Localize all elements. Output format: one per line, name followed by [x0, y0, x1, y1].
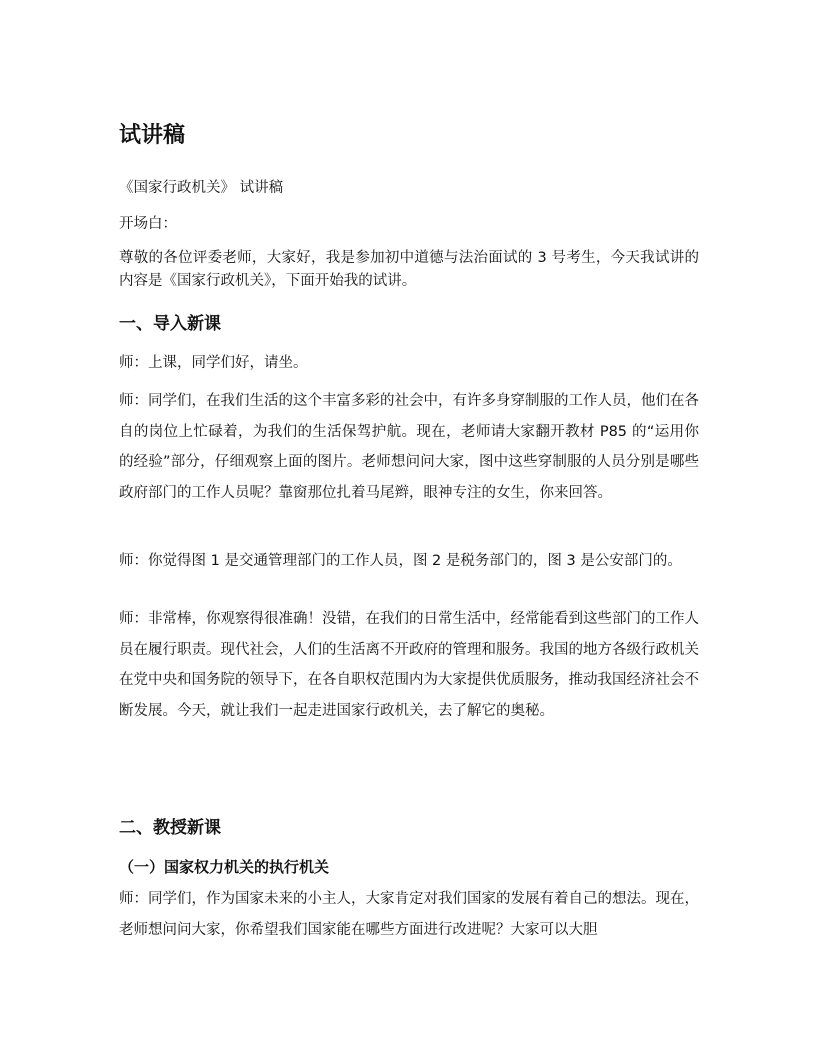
subsection-heading: （一）国家权力机关的执行机关 [119, 858, 330, 876]
dialogue-paragraph: 师：同学们，在我们生活的这个丰富多彩的社会中，有许多身穿制服的工作人员，他们在各自的岗位上忙碌着，为我们的生活保驾护航。现在，老师请大家翻开教材 P85 的“运用你的经验”部分，仔细观察上面的图片。老师想问问大家，图中这些穿制服的人员分别是哪些政府部门的工作人员呢？靠窗那位扎着马尾辫，眼神专注的女生，你来回答。 [119, 393, 699, 501]
document-subtitle: 《国家行政机关》 试讲稿 [119, 180, 284, 196]
document-title: 试讲稿 [119, 123, 186, 148]
intro-paragraph: 尊敬的各位评委老师，大家好，我是参加初中道德与法治面试的 3 号考生，今天我试讲的内容是《国家行政机关》，下面开始我的试讲。 [119, 250, 699, 289]
section-heading-teaching: 二、教授新课 [119, 818, 221, 838]
dialogue-paragraph: 师：非常棒，你观察得很准确！没错，在我们的日常生活中，经常能看到这些部门的工作人员在履行职责。现代社会，人们的生活离不开政府的管理和服务。我国的地方各级行政机关在党中央和国务院的领导下，在各自职权范围内为大家提供优质服务，推动我国经济社会不断发展。今天，就让我们一起走进国家行政机关，去了解它的奥秘。 [119, 611, 699, 719]
opening-label: 开场白： [119, 216, 177, 232]
dialogue-paragraph: 师：上课，同学们好，请坐。 [119, 355, 308, 371]
dialogue-paragraph: 师：同学们，作为国家未来的小主人，大家肯定对我们国家的发展有着自己的想法。现在，老师想问问大家，你希望我们国家能在哪些方面进行改进呢？大家可以大胆 [119, 891, 699, 938]
dialogue-paragraph: 师：你觉得图 1 是交通管理部门的工作人员，图 2 是税务部门的，图 3 是公安部门的。 [119, 553, 682, 569]
section-heading-intro: 一、导入新课 [119, 314, 221, 334]
